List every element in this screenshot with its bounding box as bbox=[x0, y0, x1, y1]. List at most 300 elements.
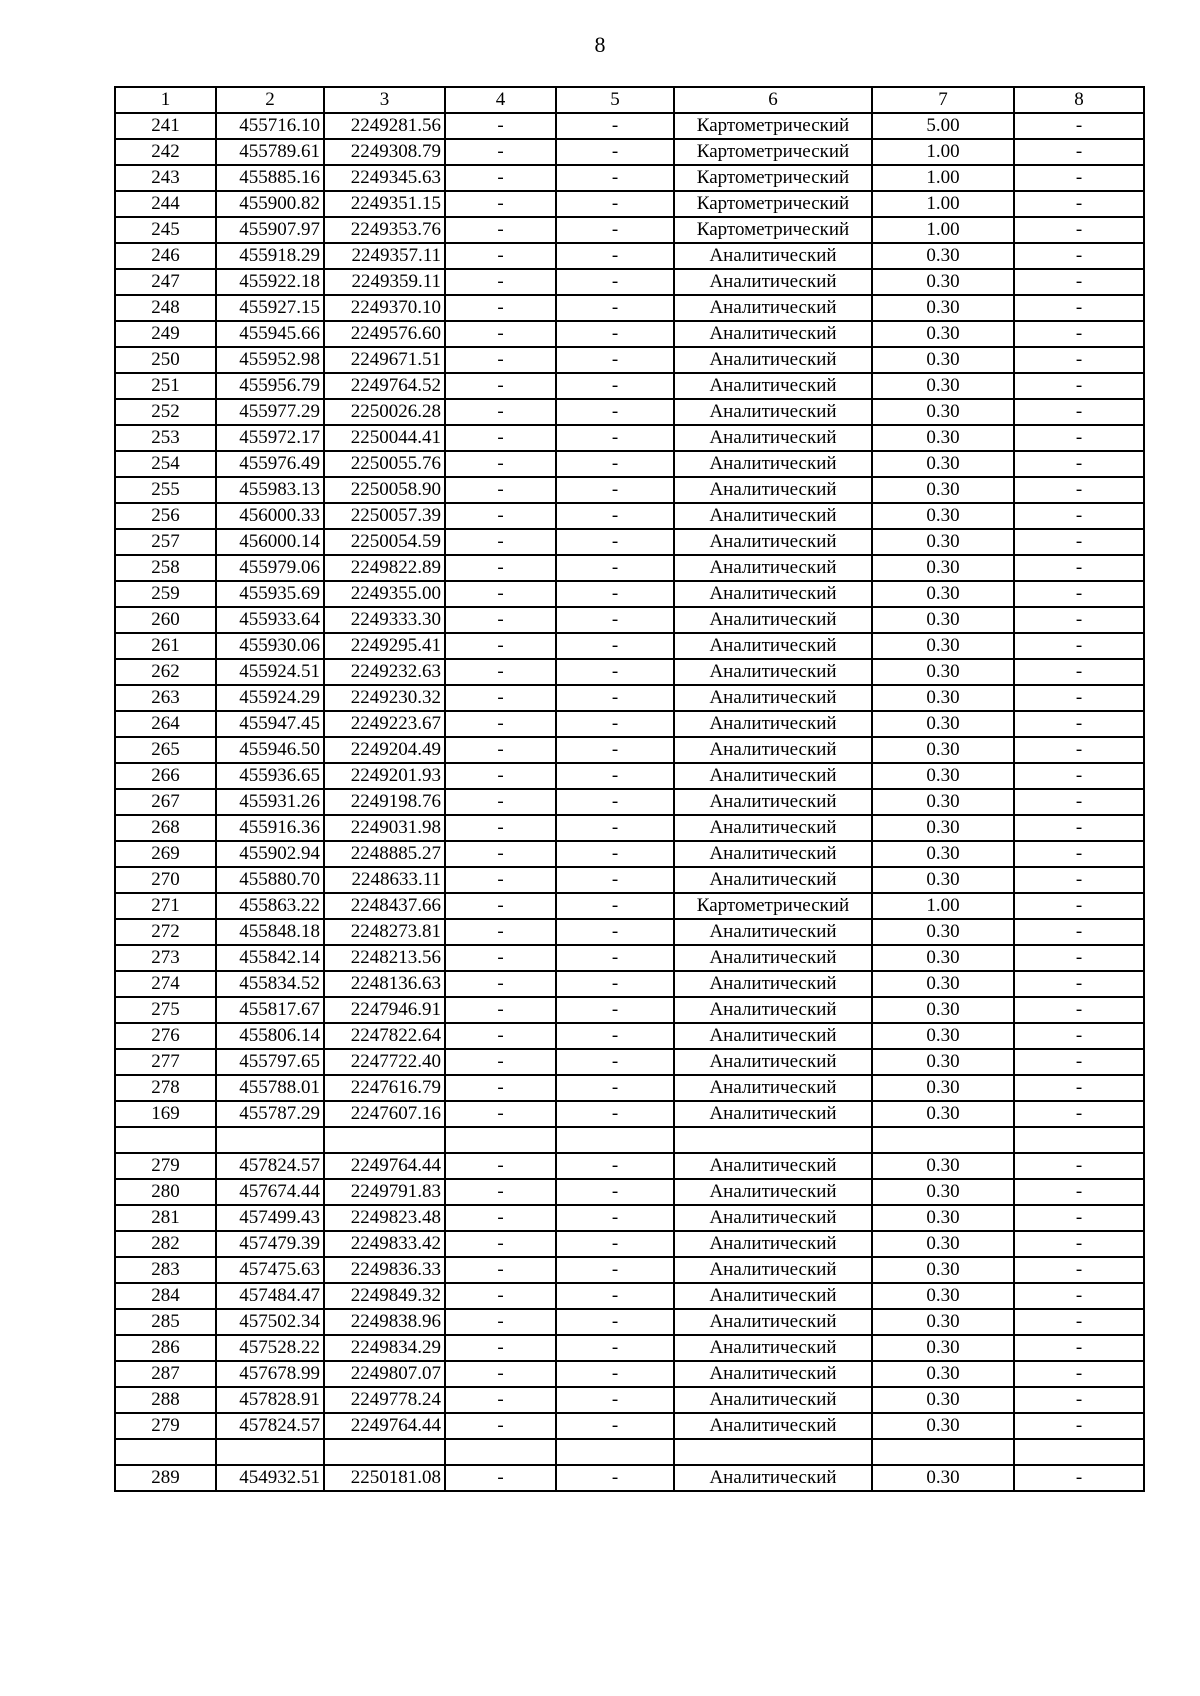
x-coordinate-cell: 455788.01 bbox=[216, 1075, 324, 1101]
point-number-cell: 254 bbox=[115, 451, 216, 477]
accuracy-cell: 0.30 bbox=[872, 1205, 1014, 1231]
x-coordinate-cell: 455924.29 bbox=[216, 685, 324, 711]
point-number-cell: 275 bbox=[115, 997, 216, 1023]
x-coordinate-cell: 455918.29 bbox=[216, 243, 324, 269]
table-row bbox=[115, 841, 1144, 867]
col8-cell: - bbox=[1014, 1387, 1144, 1413]
x-coordinate-cell: 455972.17 bbox=[216, 425, 324, 451]
point-number-cell: 287 bbox=[115, 1361, 216, 1387]
col4-cell: - bbox=[445, 165, 556, 191]
table-row bbox=[115, 113, 1144, 139]
col5-cell: - bbox=[556, 633, 674, 659]
y-coordinate-cell: 2248136.63 bbox=[324, 971, 445, 997]
method-cell: Аналитический bbox=[674, 451, 872, 477]
y-coordinate-cell: 2249295.41 bbox=[324, 633, 445, 659]
x-coordinate-cell: 455797.65 bbox=[216, 1049, 324, 1075]
accuracy-cell: 0.30 bbox=[872, 1335, 1014, 1361]
col8-cell: - bbox=[1014, 1283, 1144, 1309]
col5-cell: - bbox=[556, 425, 674, 451]
accuracy-cell: 0.30 bbox=[872, 815, 1014, 841]
table-row bbox=[115, 1179, 1144, 1205]
accuracy-cell: 0.30 bbox=[872, 555, 1014, 581]
col4-cell: - bbox=[445, 399, 556, 425]
y-coordinate-cell: 2249223.67 bbox=[324, 711, 445, 737]
header-cell: 1 bbox=[115, 87, 216, 113]
header-cell: 3 bbox=[324, 87, 445, 113]
point-number-cell: 252 bbox=[115, 399, 216, 425]
col4-cell: - bbox=[445, 581, 556, 607]
y-coordinate-cell: 2247822.64 bbox=[324, 1023, 445, 1049]
accuracy-cell bbox=[872, 1439, 1014, 1465]
table-row bbox=[115, 659, 1144, 685]
col4-cell: - bbox=[445, 113, 556, 139]
accuracy-cell: 0.30 bbox=[872, 399, 1014, 425]
col8-cell: - bbox=[1014, 503, 1144, 529]
accuracy-cell: 0.30 bbox=[872, 1361, 1014, 1387]
x-coordinate-cell: 455716.10 bbox=[216, 113, 324, 139]
y-coordinate-cell: 2249838.96 bbox=[324, 1309, 445, 1335]
method-cell: Аналитический bbox=[674, 321, 872, 347]
point-number-cell: 260 bbox=[115, 607, 216, 633]
x-coordinate-cell: 455927.15 bbox=[216, 295, 324, 321]
point-number-cell: 258 bbox=[115, 555, 216, 581]
x-coordinate-cell: 455922.18 bbox=[216, 269, 324, 295]
col4-cell: - bbox=[445, 1101, 556, 1127]
col5-cell: - bbox=[556, 373, 674, 399]
col8-cell: - bbox=[1014, 1101, 1144, 1127]
col4-cell: - bbox=[445, 1205, 556, 1231]
x-coordinate-cell: 457502.34 bbox=[216, 1309, 324, 1335]
col4-cell: - bbox=[445, 1361, 556, 1387]
method-cell: Аналитический bbox=[674, 997, 872, 1023]
accuracy-cell: 0.30 bbox=[872, 477, 1014, 503]
x-coordinate-cell: 457678.99 bbox=[216, 1361, 324, 1387]
table-row bbox=[115, 321, 1144, 347]
table-row bbox=[115, 399, 1144, 425]
point-number-cell: 242 bbox=[115, 139, 216, 165]
y-coordinate-cell: 2249357.11 bbox=[324, 243, 445, 269]
method-cell: Аналитический bbox=[674, 1309, 872, 1335]
method-cell: Аналитический bbox=[674, 425, 872, 451]
accuracy-cell: 0.30 bbox=[872, 1309, 1014, 1335]
table-row bbox=[115, 1205, 1144, 1231]
method-cell: Аналитический bbox=[674, 477, 872, 503]
coordinates-table bbox=[114, 86, 1145, 1492]
point-number-cell: 289 bbox=[115, 1465, 216, 1491]
y-coordinate-cell: 2249823.48 bbox=[324, 1205, 445, 1231]
col8-cell: - bbox=[1014, 451, 1144, 477]
table-row bbox=[115, 1413, 1144, 1439]
accuracy-cell: 0.30 bbox=[872, 945, 1014, 971]
method-cell: Аналитический bbox=[674, 1023, 872, 1049]
y-coordinate-cell: 2248633.11 bbox=[324, 867, 445, 893]
col4-cell: - bbox=[445, 1049, 556, 1075]
table-row bbox=[115, 529, 1144, 555]
table-row bbox=[115, 1335, 1144, 1361]
point-number-cell: 245 bbox=[115, 217, 216, 243]
y-coordinate-cell: 2249836.33 bbox=[324, 1257, 445, 1283]
col8-cell: - bbox=[1014, 607, 1144, 633]
col5-cell: - bbox=[556, 555, 674, 581]
y-coordinate-cell: 2250058.90 bbox=[324, 477, 445, 503]
x-coordinate-cell: 455916.36 bbox=[216, 815, 324, 841]
y-coordinate-cell: 2247722.40 bbox=[324, 1049, 445, 1075]
accuracy-cell: 0.30 bbox=[872, 373, 1014, 399]
x-coordinate-cell: 455842.14 bbox=[216, 945, 324, 971]
accuracy-cell: 0.30 bbox=[872, 659, 1014, 685]
table-row bbox=[115, 139, 1144, 165]
table-row bbox=[115, 503, 1144, 529]
col8-cell: - bbox=[1014, 1153, 1144, 1179]
method-cell: Аналитический bbox=[674, 607, 872, 633]
table-row bbox=[115, 1023, 1144, 1049]
accuracy-cell: 0.30 bbox=[872, 347, 1014, 373]
x-coordinate-cell: 455817.67 bbox=[216, 997, 324, 1023]
accuracy-cell: 0.30 bbox=[872, 321, 1014, 347]
col8-cell: - bbox=[1014, 1205, 1144, 1231]
accuracy-cell: 0.30 bbox=[872, 581, 1014, 607]
y-coordinate-cell: 2250044.41 bbox=[324, 425, 445, 451]
col5-cell: - bbox=[556, 815, 674, 841]
y-coordinate-cell: 2249671.51 bbox=[324, 347, 445, 373]
table-row bbox=[115, 763, 1144, 789]
y-coordinate-cell bbox=[324, 1127, 445, 1153]
accuracy-cell: 0.30 bbox=[872, 1465, 1014, 1491]
x-coordinate-cell: 457824.57 bbox=[216, 1153, 324, 1179]
col5-cell: - bbox=[556, 1179, 674, 1205]
col8-cell: - bbox=[1014, 1257, 1144, 1283]
col4-cell: - bbox=[445, 607, 556, 633]
x-coordinate-cell: 455907.97 bbox=[216, 217, 324, 243]
y-coordinate-cell: 2249833.42 bbox=[324, 1231, 445, 1257]
col8-cell: - bbox=[1014, 555, 1144, 581]
method-cell: Аналитический bbox=[674, 1387, 872, 1413]
table-row bbox=[115, 477, 1144, 503]
point-number-cell: 246 bbox=[115, 243, 216, 269]
col5-cell: - bbox=[556, 1205, 674, 1231]
y-coordinate-cell: 2249822.89 bbox=[324, 555, 445, 581]
col5-cell: - bbox=[556, 1335, 674, 1361]
col8-cell: - bbox=[1014, 1049, 1144, 1075]
y-coordinate-cell: 2249359.11 bbox=[324, 269, 445, 295]
x-coordinate-cell: 455936.65 bbox=[216, 763, 324, 789]
method-cell: Аналитический bbox=[674, 711, 872, 737]
accuracy-cell: 1.00 bbox=[872, 139, 1014, 165]
table-row bbox=[115, 217, 1144, 243]
col4-cell: - bbox=[445, 685, 556, 711]
accuracy-cell: 0.30 bbox=[872, 1179, 1014, 1205]
point-number-cell: 248 bbox=[115, 295, 216, 321]
table-row bbox=[115, 243, 1144, 269]
accuracy-cell: 0.30 bbox=[872, 1153, 1014, 1179]
col4-cell: - bbox=[445, 633, 556, 659]
col5-cell: - bbox=[556, 1023, 674, 1049]
point-number-cell: 256 bbox=[115, 503, 216, 529]
col5-cell: - bbox=[556, 217, 674, 243]
point-number-cell: 279 bbox=[115, 1153, 216, 1179]
table-row bbox=[115, 945, 1144, 971]
point-number-cell bbox=[115, 1439, 216, 1465]
col5-cell: - bbox=[556, 1309, 674, 1335]
col5-cell: - bbox=[556, 399, 674, 425]
method-cell: Аналитический bbox=[674, 1101, 872, 1127]
y-coordinate-cell: 2248437.66 bbox=[324, 893, 445, 919]
accuracy-cell bbox=[872, 1127, 1014, 1153]
y-coordinate-cell: 2249764.44 bbox=[324, 1413, 445, 1439]
point-number-cell: 283 bbox=[115, 1257, 216, 1283]
table-row bbox=[115, 867, 1144, 893]
method-cell bbox=[674, 1127, 872, 1153]
accuracy-cell: 0.30 bbox=[872, 737, 1014, 763]
x-coordinate-cell: 455946.50 bbox=[216, 737, 324, 763]
y-coordinate-cell: 2247946.91 bbox=[324, 997, 445, 1023]
col5-cell: - bbox=[556, 581, 674, 607]
table-row bbox=[115, 1387, 1144, 1413]
table-row bbox=[115, 1127, 1144, 1153]
col5-cell: - bbox=[556, 893, 674, 919]
method-cell: Аналитический bbox=[674, 295, 872, 321]
col4-cell: - bbox=[445, 1309, 556, 1335]
col4-cell bbox=[445, 1127, 556, 1153]
method-cell: Аналитический bbox=[674, 1335, 872, 1361]
col8-cell: - bbox=[1014, 1335, 1144, 1361]
y-coordinate-cell: 2249370.10 bbox=[324, 295, 445, 321]
accuracy-cell: 0.30 bbox=[872, 1257, 1014, 1283]
y-coordinate-cell: 2250055.76 bbox=[324, 451, 445, 477]
accuracy-cell: 0.30 bbox=[872, 789, 1014, 815]
y-coordinate-cell: 2248885.27 bbox=[324, 841, 445, 867]
page-number: 8 bbox=[594, 32, 606, 57]
col5-cell: - bbox=[556, 789, 674, 815]
col5-cell: - bbox=[556, 1231, 674, 1257]
y-coordinate-cell: 2249198.76 bbox=[324, 789, 445, 815]
x-coordinate-cell: 455806.14 bbox=[216, 1023, 324, 1049]
col4-cell: - bbox=[445, 295, 556, 321]
col8-cell: - bbox=[1014, 217, 1144, 243]
col8-cell: - bbox=[1014, 139, 1144, 165]
table-row bbox=[115, 191, 1144, 217]
y-coordinate-cell bbox=[324, 1439, 445, 1465]
x-coordinate-cell: 457674.44 bbox=[216, 1179, 324, 1205]
col8-cell: - bbox=[1014, 841, 1144, 867]
table-row bbox=[115, 1257, 1144, 1283]
col8-cell: - bbox=[1014, 581, 1144, 607]
table-row bbox=[115, 425, 1144, 451]
col4-cell: - bbox=[445, 815, 556, 841]
table-row bbox=[115, 1309, 1144, 1335]
x-coordinate-cell: 455945.66 bbox=[216, 321, 324, 347]
col5-cell: - bbox=[556, 1153, 674, 1179]
accuracy-cell: 0.30 bbox=[872, 243, 1014, 269]
col8-cell: - bbox=[1014, 945, 1144, 971]
y-coordinate-cell: 2249778.24 bbox=[324, 1387, 445, 1413]
point-number-cell: 272 bbox=[115, 919, 216, 945]
method-cell: Аналитический bbox=[674, 659, 872, 685]
method-cell: Аналитический bbox=[674, 1153, 872, 1179]
x-coordinate-cell: 455935.69 bbox=[216, 581, 324, 607]
table-row bbox=[115, 347, 1144, 373]
x-coordinate-cell: 455952.98 bbox=[216, 347, 324, 373]
col8-cell: - bbox=[1014, 789, 1144, 815]
col8-cell: - bbox=[1014, 737, 1144, 763]
table-row bbox=[115, 1231, 1144, 1257]
y-coordinate-cell: 2249281.56 bbox=[324, 113, 445, 139]
method-cell: Аналитический bbox=[674, 1049, 872, 1075]
method-cell: Аналитический bbox=[674, 529, 872, 555]
y-coordinate-cell: 2249351.15 bbox=[324, 191, 445, 217]
col8-cell bbox=[1014, 1127, 1144, 1153]
header-cell: 5 bbox=[556, 87, 674, 113]
method-cell: Аналитический bbox=[674, 685, 872, 711]
x-coordinate-cell: 455933.64 bbox=[216, 607, 324, 633]
col4-cell: - bbox=[445, 919, 556, 945]
col5-cell: - bbox=[556, 711, 674, 737]
point-number-cell: 253 bbox=[115, 425, 216, 451]
col5-cell: - bbox=[556, 607, 674, 633]
y-coordinate-cell: 2248213.56 bbox=[324, 945, 445, 971]
col4-cell: - bbox=[445, 1075, 556, 1101]
col4-cell: - bbox=[445, 269, 556, 295]
col5-cell: - bbox=[556, 685, 674, 711]
accuracy-cell: 0.30 bbox=[872, 763, 1014, 789]
y-coordinate-cell: 2249333.30 bbox=[324, 607, 445, 633]
accuracy-cell: 0.30 bbox=[872, 451, 1014, 477]
table-row bbox=[115, 737, 1144, 763]
method-cell: Аналитический bbox=[674, 1361, 872, 1387]
method-cell: Аналитический bbox=[674, 971, 872, 997]
col5-cell bbox=[556, 1127, 674, 1153]
table-row bbox=[115, 997, 1144, 1023]
method-cell: Картометрический bbox=[674, 139, 872, 165]
point-number-cell: 282 bbox=[115, 1231, 216, 1257]
col8-cell: - bbox=[1014, 321, 1144, 347]
col8-cell: - bbox=[1014, 919, 1144, 945]
col8-cell: - bbox=[1014, 1231, 1144, 1257]
x-coordinate-cell bbox=[216, 1439, 324, 1465]
y-coordinate-cell: 2249764.52 bbox=[324, 373, 445, 399]
accuracy-cell: 0.30 bbox=[872, 997, 1014, 1023]
col8-cell: - bbox=[1014, 1413, 1144, 1439]
x-coordinate-cell: 454932.51 bbox=[216, 1465, 324, 1491]
col4-cell: - bbox=[445, 529, 556, 555]
accuracy-cell: 0.30 bbox=[872, 633, 1014, 659]
accuracy-cell: 0.30 bbox=[872, 971, 1014, 997]
y-coordinate-cell: 2247616.79 bbox=[324, 1075, 445, 1101]
col5-cell: - bbox=[556, 763, 674, 789]
col4-cell: - bbox=[445, 789, 556, 815]
table-row bbox=[115, 1361, 1144, 1387]
method-cell: Аналитический bbox=[674, 737, 872, 763]
col4-cell: - bbox=[445, 1257, 556, 1283]
col5-cell: - bbox=[556, 1361, 674, 1387]
x-coordinate-cell: 455924.51 bbox=[216, 659, 324, 685]
col4-cell: - bbox=[445, 139, 556, 165]
col5-cell: - bbox=[556, 191, 674, 217]
table-row bbox=[115, 581, 1144, 607]
col8-cell: - bbox=[1014, 373, 1144, 399]
col8-cell: - bbox=[1014, 399, 1144, 425]
table-row bbox=[115, 607, 1144, 633]
col8-cell: - bbox=[1014, 659, 1144, 685]
method-cell bbox=[674, 1439, 872, 1465]
col4-cell: - bbox=[445, 1335, 556, 1361]
table-row bbox=[115, 1153, 1144, 1179]
col4-cell: - bbox=[445, 841, 556, 867]
y-coordinate-cell: 2250054.59 bbox=[324, 529, 445, 555]
point-number-cell: 169 bbox=[115, 1101, 216, 1127]
table-row bbox=[115, 1075, 1144, 1101]
col4-cell: - bbox=[445, 373, 556, 399]
y-coordinate-cell: 2249849.32 bbox=[324, 1283, 445, 1309]
point-number-cell: 257 bbox=[115, 529, 216, 555]
col5-cell: - bbox=[556, 503, 674, 529]
x-coordinate-cell: 455977.29 bbox=[216, 399, 324, 425]
point-number-cell: 277 bbox=[115, 1049, 216, 1075]
y-coordinate-cell: 2249345.63 bbox=[324, 165, 445, 191]
col4-cell: - bbox=[445, 1283, 556, 1309]
table-row bbox=[115, 373, 1144, 399]
col8-cell: - bbox=[1014, 529, 1144, 555]
x-coordinate-cell: 455787.29 bbox=[216, 1101, 324, 1127]
accuracy-cell: 0.30 bbox=[872, 1075, 1014, 1101]
method-cell: Аналитический bbox=[674, 1231, 872, 1257]
col4-cell: - bbox=[445, 971, 556, 997]
method-cell: Аналитический bbox=[674, 581, 872, 607]
point-number-cell: 273 bbox=[115, 945, 216, 971]
col4-cell: - bbox=[445, 321, 556, 347]
y-coordinate-cell: 2249204.49 bbox=[324, 737, 445, 763]
point-number-cell: 266 bbox=[115, 763, 216, 789]
point-number-cell: 278 bbox=[115, 1075, 216, 1101]
method-cell: Аналитический bbox=[674, 1075, 872, 1101]
table-row bbox=[115, 789, 1144, 815]
point-number-cell: 288 bbox=[115, 1387, 216, 1413]
col5-cell: - bbox=[556, 269, 674, 295]
x-coordinate-cell: 455983.13 bbox=[216, 477, 324, 503]
col8-cell: - bbox=[1014, 425, 1144, 451]
point-number-cell: 268 bbox=[115, 815, 216, 841]
col4-cell: - bbox=[445, 1387, 556, 1413]
method-cell: Картометрический bbox=[674, 113, 872, 139]
col5-cell: - bbox=[556, 919, 674, 945]
x-coordinate-cell: 457479.39 bbox=[216, 1231, 324, 1257]
header-cell: 4 bbox=[445, 87, 556, 113]
col5-cell: - bbox=[556, 1101, 674, 1127]
col8-cell: - bbox=[1014, 477, 1144, 503]
method-cell: Картометрический bbox=[674, 893, 872, 919]
point-number-cell: 261 bbox=[115, 633, 216, 659]
x-coordinate-cell: 457824.57 bbox=[216, 1413, 324, 1439]
col5-cell: - bbox=[556, 113, 674, 139]
accuracy-cell: 0.30 bbox=[872, 1283, 1014, 1309]
x-coordinate-cell: 455885.16 bbox=[216, 165, 324, 191]
point-number-cell: 250 bbox=[115, 347, 216, 373]
col8-cell: - bbox=[1014, 867, 1144, 893]
accuracy-cell: 0.30 bbox=[872, 919, 1014, 945]
table-row bbox=[115, 711, 1144, 737]
y-coordinate-cell: 2249355.00 bbox=[324, 581, 445, 607]
header-cell: 2 bbox=[216, 87, 324, 113]
point-number-cell: 259 bbox=[115, 581, 216, 607]
col8-cell: - bbox=[1014, 347, 1144, 373]
table-row bbox=[115, 971, 1144, 997]
method-cell: Картометрический bbox=[674, 165, 872, 191]
col8-cell: - bbox=[1014, 1179, 1144, 1205]
accuracy-cell: 0.30 bbox=[872, 503, 1014, 529]
x-coordinate-cell: 455956.79 bbox=[216, 373, 324, 399]
method-cell: Картометрический bbox=[674, 191, 872, 217]
col8-cell bbox=[1014, 1439, 1144, 1465]
